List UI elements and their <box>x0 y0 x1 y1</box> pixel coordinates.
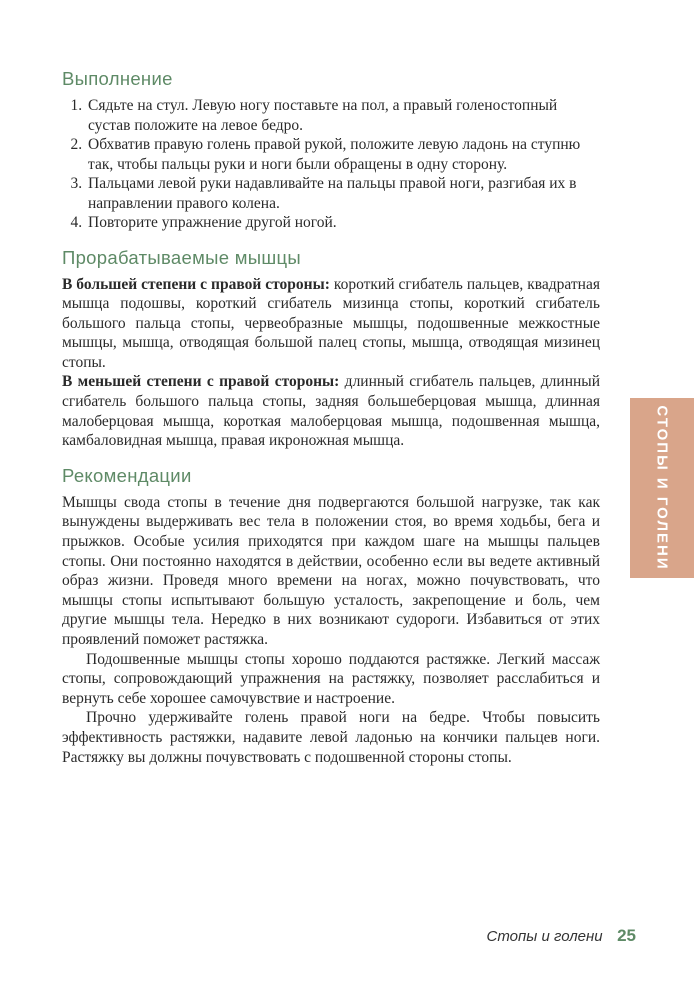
chapter-tab-label: СТОПЫ И ГОЛЕНИ <box>653 405 671 571</box>
section-execution <box>62 66 600 233</box>
heading-execution: Выполнение <box>62 68 173 89</box>
muscles-primary-label: В большей степени с правой стороны: <box>62 275 330 293</box>
page-content <box>62 66 600 767</box>
section-recommendations <box>62 463 600 767</box>
footer-chapter-title: Стопы и голени <box>486 928 603 945</box>
muscles-secondary-text: длинный сгибатель пальцев, длинный сгибатель большого пальца стопы, задняя большеберцовая мышца, длинная малоберцовая мышца, короткая малоберцовая мышца, подошвенная мышца, камбаловидная мышца, правая икроножная мышца. <box>62 373 600 450</box>
muscles-primary-text: короткий сгибатель пальцев, квадратная мышца подошвы, короткий сгибатель мизинца стопы, короткий сгибатель большого пальца стопы, червеобразные мышцы, подошвенные межкостные мышцы, мышца, отводящая большой палец стопы, мышца, отводящая мизинец стопы. <box>62 275 600 371</box>
step-item: 3. Пальцами левой руки надавливайте на пальцы правой ноги, разгибая их в направлении правого колена. <box>86 174 600 213</box>
recommendation-paragraph: Подошвенные мышцы стопы хорошо поддаются растяжке. Легкий массаж стопы, сопровождающий упражнения на растяжку, позволяет расслабиться и вернуть себе хорошее самочувствие и настроение. <box>62 650 600 707</box>
recommendation-paragraph: Мышцы свода стопы в течение дня подвергаются большой нагрузке, так как вынуждены выдерживать вес тела в положении стоя, во время ходьбы, бега и прыжков. Особые усилия приходятся при каждом шаге на мышцы пальцев стопы. Они постоянно находятся в действии, особенно если вы ведете активный образ жизни. Проведя много времени на ногах, можно почувствовать, что мышцы стопы испытывают большую усталость, закрепощение и боль, чем другие мышцы тела. Нередко в них возникают судороги. Избавиться от этих проявлений поможет растяжка. <box>62 493 600 648</box>
muscles-secondary <box>62 372 600 450</box>
section-muscles <box>62 245 600 451</box>
step-item: 2. Обхватив правую голень правой рукой, положите левую ладонь на ступню так, чтобы пальцы руки и ноги были обращены в одну сторону. <box>86 135 600 174</box>
heading-muscles: Прорабатываемые мышцы <box>62 246 301 268</box>
chapter-side-tab <box>630 398 694 578</box>
muscles-secondary-label: В меньшей степени с правой стороны: <box>62 373 340 391</box>
heading-recommendations: Рекомендации <box>62 464 192 486</box>
step-item: 1. Сядьте на стул. Левую ногу поставьте на пол, а правый голеностопный сустав положите на левое бедро. <box>86 96 600 135</box>
steps-list <box>62 96 600 233</box>
page-number: 25 <box>617 926 636 945</box>
recommendation-paragraph: Прочно удерживайте голень правой ноги на бедре. Чтобы повысить эффективность растяжки, надавите левой ладонью на кончики пальцев ноги. Растяжку вы должны почувствовать с подошвенной стороны стопы. <box>62 709 600 766</box>
step-item: 4. Повторите упражнение другой ногой. <box>86 213 600 233</box>
muscles-primary <box>62 275 600 373</box>
page-footer <box>487 926 637 946</box>
